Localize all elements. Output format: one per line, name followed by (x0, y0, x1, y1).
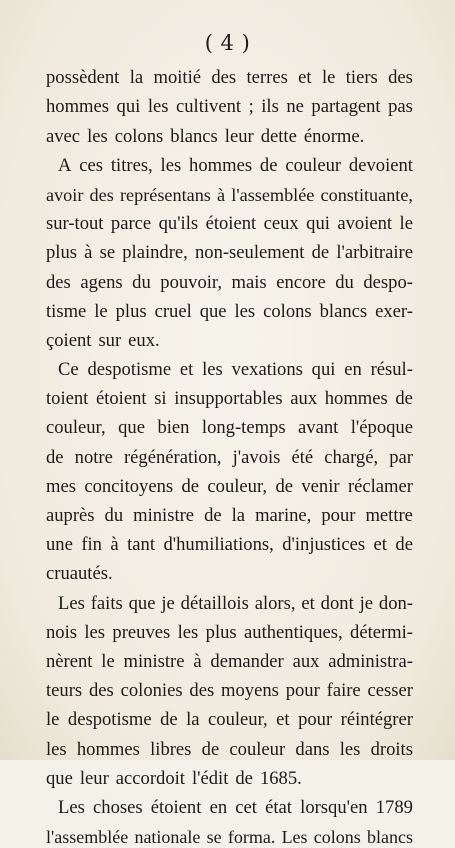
word: mais (231, 271, 267, 293)
word: qui (306, 213, 330, 235)
word: authentiques, (244, 621, 343, 643)
word: réclamer (347, 475, 413, 497)
text-line (46, 819, 413, 848)
word: administra- (328, 650, 413, 672)
word: colons (313, 827, 361, 848)
word: et (276, 709, 290, 731)
word: venir (301, 475, 340, 497)
word: de (235, 767, 253, 789)
word: hommes (324, 388, 388, 410)
word: des (88, 680, 114, 702)
word: plus (115, 300, 147, 322)
word: ministre (123, 650, 185, 672)
word: les (147, 96, 169, 118)
text-line (46, 761, 413, 790)
word: exer- (375, 300, 413, 322)
word: du (335, 271, 354, 293)
word: les (87, 125, 108, 147)
word: chargé, (324, 446, 379, 468)
text-line (46, 352, 413, 381)
text-line (46, 235, 413, 264)
word: don- (378, 592, 413, 614)
word: long-temps (201, 417, 286, 439)
word: à (217, 184, 226, 205)
word: despo- (363, 271, 413, 293)
word: les (46, 738, 67, 760)
word: si (154, 388, 167, 410)
word: avant (298, 417, 339, 439)
word: été (291, 446, 314, 468)
word: couleur, (46, 417, 106, 439)
word: pour (298, 709, 333, 731)
page-number: ( 4 ) (204, 31, 251, 55)
word: le (101, 650, 115, 672)
word: notre (74, 446, 113, 468)
text-line (46, 644, 413, 673)
word: moyens (221, 680, 279, 702)
word: dette (260, 125, 297, 147)
word: terres (246, 67, 288, 89)
word: leur (224, 125, 254, 147)
word: le (321, 67, 336, 89)
word: les (160, 154, 182, 176)
word: d'injustices (282, 534, 366, 556)
word: des (46, 271, 71, 293)
word: de (259, 154, 278, 176)
word: lorsqu'en (300, 796, 368, 818)
word: agens (80, 271, 123, 293)
word: dans (295, 738, 330, 760)
text-line (46, 731, 413, 760)
word: du (132, 271, 151, 293)
word: parce (110, 213, 152, 235)
word: ne (286, 96, 304, 118)
word: cultivent (175, 96, 242, 118)
word: mes (46, 475, 76, 497)
word: à (110, 534, 119, 556)
word: faits (90, 592, 123, 614)
word: avoir (46, 184, 84, 205)
word: plus (205, 621, 237, 643)
word: des (89, 184, 114, 205)
word: sur (98, 329, 122, 351)
word: vexations (231, 359, 303, 381)
word: alors, (254, 592, 296, 614)
word: demander (210, 650, 284, 672)
word: représentans (119, 184, 211, 205)
word: cruautés. (46, 563, 113, 585)
word: aux (290, 388, 318, 410)
word: l'époque (350, 417, 413, 439)
word: par (389, 446, 413, 468)
text-line (46, 381, 413, 410)
word: possèdent (46, 67, 120, 89)
word: avoient (337, 213, 393, 235)
word: auprès (46, 505, 95, 526)
word: le (46, 709, 60, 731)
word: à (193, 650, 202, 672)
word: de (201, 738, 220, 760)
body-text (46, 60, 413, 848)
word: des (388, 67, 413, 89)
word: avec (46, 125, 81, 147)
word: cruel (154, 300, 192, 322)
text-line (46, 585, 413, 614)
word: qu'ils (158, 213, 199, 235)
word: réintégrer (340, 709, 413, 731)
text-line (46, 89, 413, 118)
word: sur-tout (46, 213, 104, 235)
word: énorme. (303, 125, 365, 147)
word: de (46, 446, 64, 468)
word: faire (326, 680, 361, 702)
word: Ce (58, 359, 79, 381)
word: je (161, 592, 175, 614)
word: blancs (170, 125, 218, 147)
word: et (298, 67, 312, 89)
word: étoient (150, 796, 202, 818)
word: colons (114, 125, 164, 147)
word: couleur, (207, 475, 268, 497)
word: ; (248, 96, 254, 118)
word: nationale (134, 827, 201, 848)
word: colonies (120, 680, 183, 702)
word: ministre (133, 505, 195, 526)
word: l'assemblée (46, 827, 129, 848)
word: à (84, 242, 93, 264)
word: leur (79, 767, 109, 789)
word: blancs (319, 300, 368, 322)
word: plaindre, (122, 242, 188, 264)
word: pour (285, 680, 320, 702)
word: pour (321, 505, 356, 526)
word: qui (116, 96, 141, 118)
word: hommes (46, 96, 110, 118)
word: les (234, 300, 256, 322)
word: la (231, 505, 246, 526)
text-line (46, 206, 413, 235)
word: devoient (348, 154, 413, 176)
text-line (46, 615, 413, 644)
word: 1789 (375, 796, 413, 818)
word: d'humiliations, (163, 534, 274, 556)
text-line (46, 439, 413, 468)
word: marine, (255, 505, 312, 526)
word: les (339, 738, 361, 760)
word: et (373, 534, 387, 556)
word: eux. (128, 329, 160, 351)
word: détermi- (350, 621, 413, 643)
text-line (46, 118, 413, 147)
word: mettre (365, 505, 413, 526)
text-line (46, 410, 413, 439)
word: que (128, 592, 156, 614)
word: preuves (112, 621, 171, 643)
text-line (46, 177, 413, 206)
word: Les (58, 796, 85, 818)
word: que (46, 767, 73, 789)
word: de (311, 242, 330, 264)
word: de (275, 475, 293, 497)
word: le (94, 300, 108, 322)
word: libres (150, 738, 192, 760)
word: les (84, 621, 106, 643)
word: couleur, (208, 709, 268, 731)
word: hommes (76, 738, 140, 760)
word: fin (81, 534, 102, 556)
word: concitoyens (84, 475, 174, 497)
word: ces (79, 154, 104, 176)
word: cesser (367, 680, 413, 702)
word: choses (93, 796, 143, 818)
word: hommes (189, 154, 253, 176)
text-line (46, 323, 413, 352)
text-line (46, 527, 413, 556)
word: l'édit (191, 767, 229, 789)
word: se (99, 242, 116, 264)
text-line (46, 673, 413, 702)
word: dont (320, 592, 354, 614)
word: partagent (311, 96, 381, 118)
text-line (46, 498, 413, 527)
word: je (359, 592, 374, 614)
text-line (46, 264, 413, 293)
word: teurs (46, 680, 83, 702)
word: ils (261, 96, 279, 118)
word: résul- (370, 359, 413, 381)
word: de (204, 505, 222, 526)
word: qui (311, 359, 336, 381)
word: que (199, 300, 227, 322)
word: en (209, 796, 228, 818)
text-line (46, 790, 413, 819)
text-line (46, 60, 413, 89)
word: de (395, 534, 413, 556)
word: une (46, 534, 73, 556)
word: cet (235, 796, 257, 818)
word: çoient (46, 329, 92, 351)
text-line (46, 148, 413, 177)
word: forma. (227, 827, 276, 848)
word: couleur (285, 154, 342, 176)
word: des (211, 67, 237, 89)
word: de (160, 709, 178, 731)
word: que (118, 417, 145, 439)
word: étoient (205, 213, 257, 235)
word: les (177, 621, 199, 643)
word: état (265, 796, 292, 818)
word: bien (157, 417, 190, 439)
word: en (344, 359, 362, 381)
word: 1685. (259, 767, 302, 789)
word: et (179, 359, 194, 381)
word: tisme (46, 300, 87, 322)
word: j'avois (232, 446, 281, 468)
word: despotisme (87, 359, 172, 381)
word: la (186, 709, 200, 731)
word: régénération, (123, 446, 222, 468)
word: moitié (153, 67, 201, 89)
text-line (46, 556, 413, 585)
word: l'assemblée (231, 184, 315, 205)
text-line (46, 702, 413, 731)
word: blancs (367, 827, 413, 848)
word: despotisme (67, 709, 152, 731)
word: constituante, (320, 184, 413, 205)
word: droits (370, 738, 413, 760)
word: étoient (95, 388, 147, 410)
word: A (58, 154, 72, 176)
word: nois (46, 621, 77, 643)
word: plus (46, 242, 77, 264)
word: insupportables (174, 388, 283, 410)
word: aux (292, 650, 320, 672)
word: nèrent (46, 650, 93, 672)
word: toient (46, 388, 89, 410)
word: les (202, 359, 223, 381)
word: pouvoir, (160, 271, 223, 293)
word: et (301, 592, 315, 614)
word: non-seulement (194, 242, 305, 264)
text-line (46, 294, 413, 323)
word: du (104, 505, 124, 526)
word: se (206, 827, 222, 848)
word: des (189, 680, 215, 702)
word: titres, (110, 154, 153, 176)
word: l'arbitraire (336, 242, 413, 264)
word: la (129, 67, 144, 89)
word: Les (281, 827, 308, 848)
word: le (399, 213, 413, 235)
word: Les (58, 592, 85, 614)
word: ceux (263, 213, 299, 235)
word: tant (127, 534, 156, 556)
text-line (46, 469, 413, 498)
word: couleur (229, 738, 286, 760)
word: encore (276, 271, 326, 293)
word: détaillois (180, 592, 249, 614)
word: pas (388, 96, 413, 118)
word: colons (263, 300, 312, 322)
word: tiers (345, 67, 378, 89)
word: de (181, 475, 200, 497)
word: de (395, 388, 413, 410)
word: accordoit (115, 767, 185, 789)
